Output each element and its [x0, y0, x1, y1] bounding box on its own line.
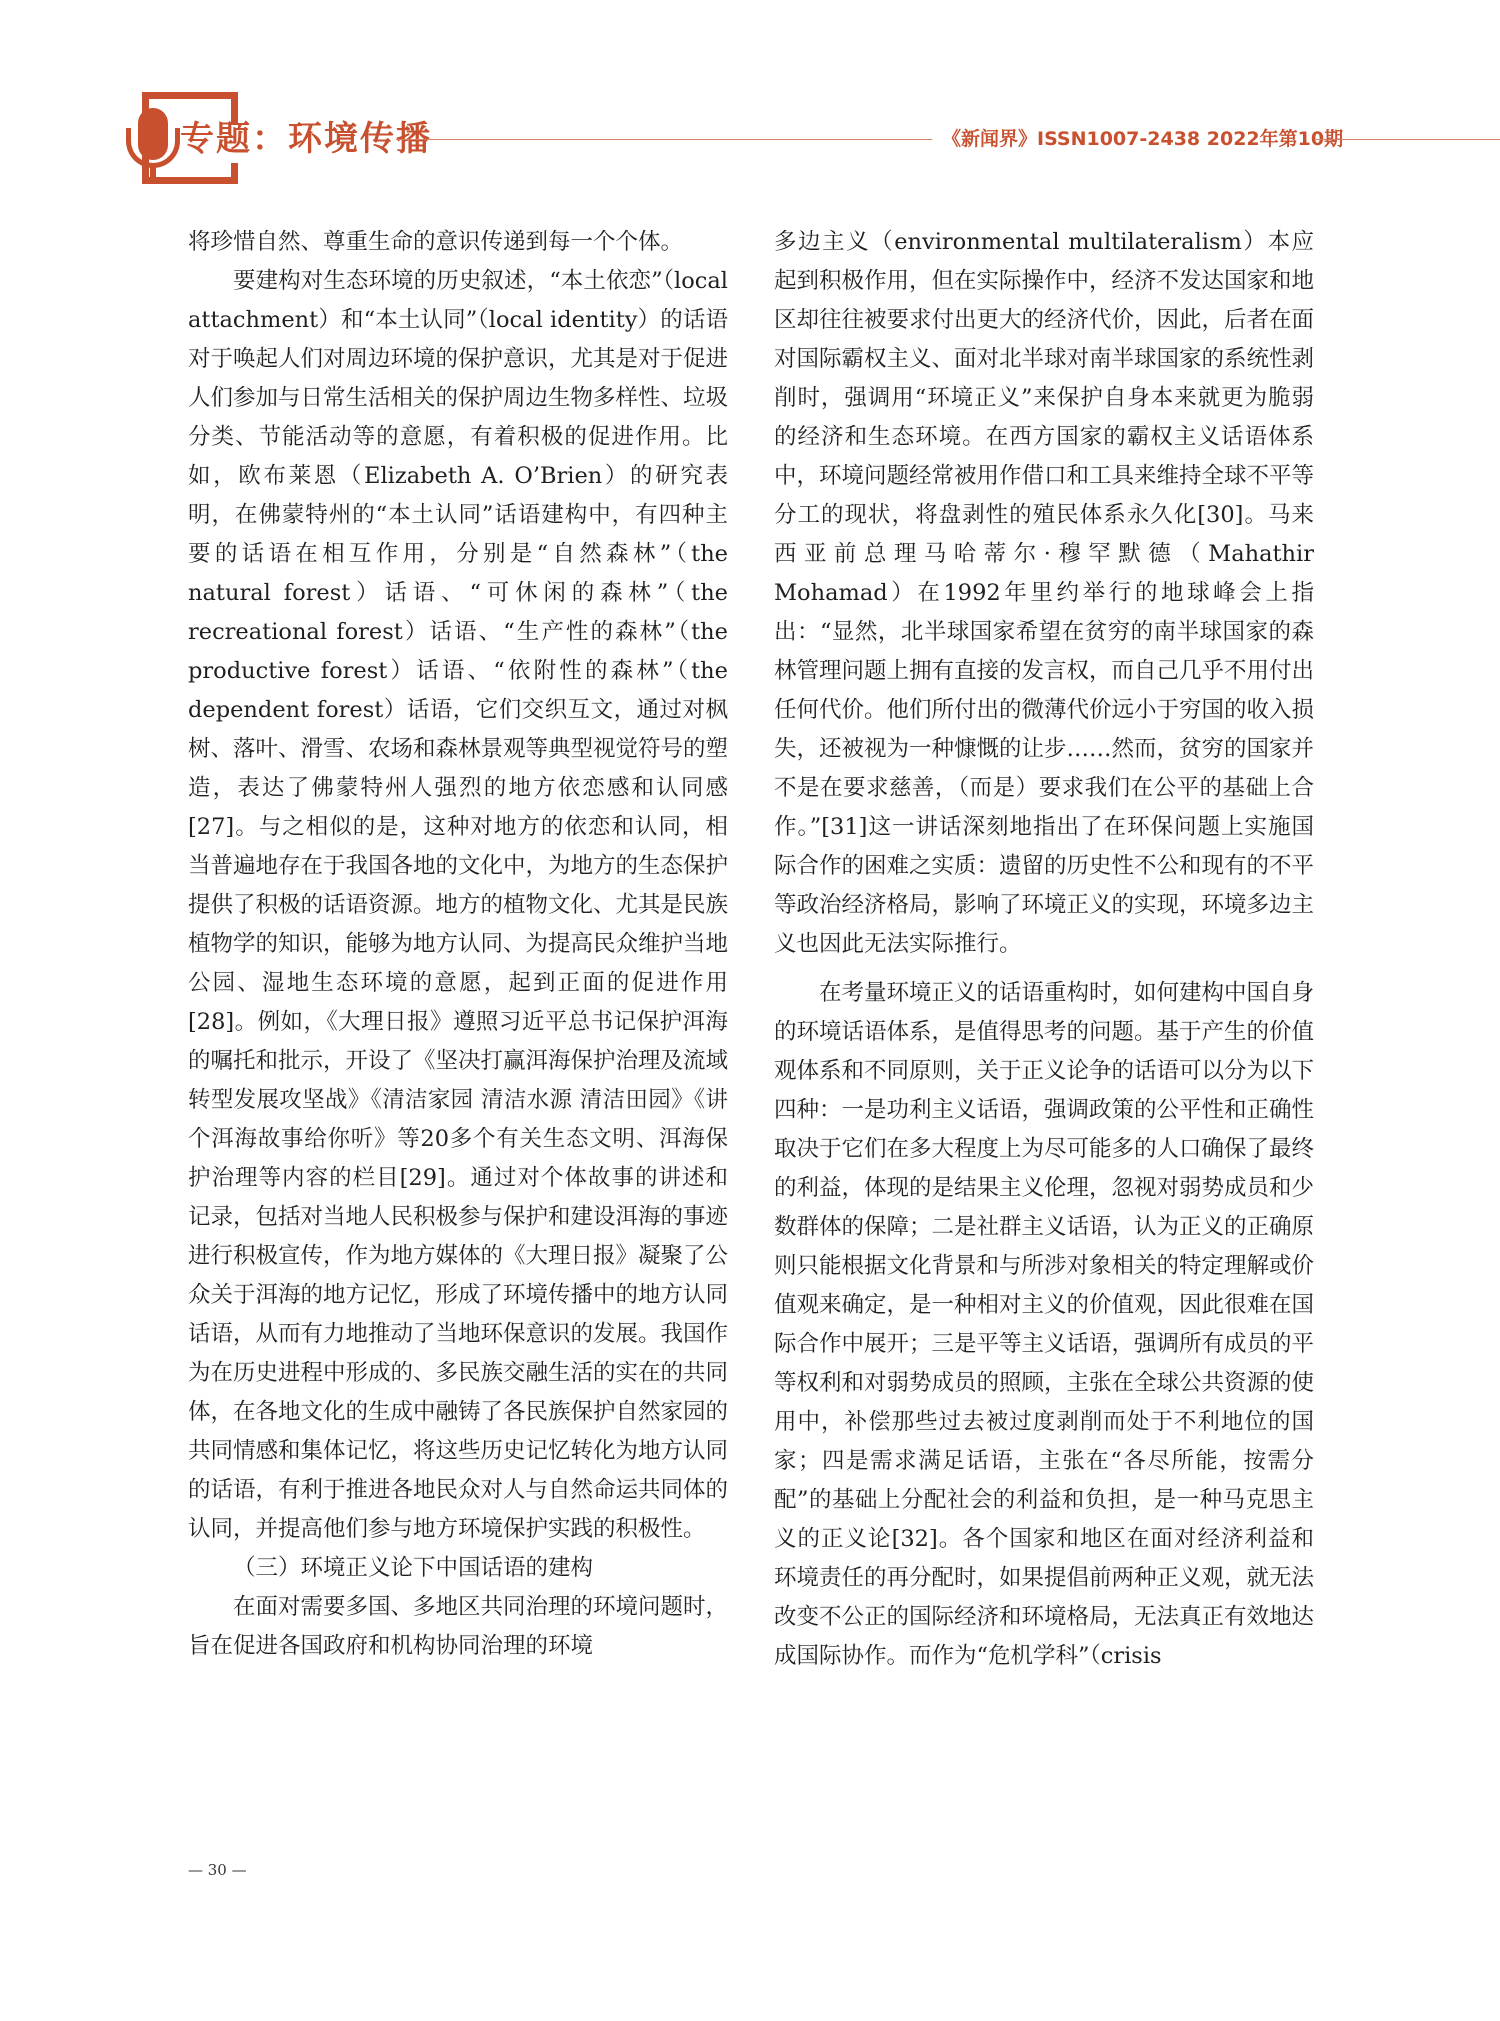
header-rule-right	[1316, 139, 1500, 140]
journal-info: 《新闻界》ISSN1007-2438 2022年第10期	[942, 128, 1344, 150]
microphone-icon-stem	[150, 166, 156, 180]
paragraph-local-identity: 要建构对生态环境的历史叙述，“本土依恋”（local attachment）和“本土认同”（local identity）的话语对于唤起人们对周边环境的保护意识，尤其是对于促进人们参加与日常生活相关的保护周边生物多样性、垃圾分类、节能活动等的意愿，有着积极的促进作用。比如，欧布莱恩（Elizabeth A. O’Brien）的研究表明，在佛蒙特州的“本土认同”话语建构中，有四种主要的话语在相互作用，分别是“自然森林”（the natural forest）话语、“可休闲的森林”（the recreational forest）话语、“生产性的森林”（the productive forest）话语、“依附性的森林”（the dependent forest）话语，它们交织互文，通过对枫树、落叶、滑雪、农场和森林景观等典型视觉符号的塑造，表达了佛蒙特州人强烈的地方依恋感和认同感[27]。与之相似的是，这种对地方的依恋和认同，相当普遍地存在于我国各地的文化中，为地方的生态保护提供了积极的话语资源。地方的植物文化、尤其是民族植物学的知识，能够为地方认同、为提高民众维护当地公园、湿地生态环境的意愿，起到正面的促进作用[28]。例如，《大理日报》遵照习近平总书记保护洱海的嘱托和批示，开设了《坚决打赢洱海保护治理及流域转型发展攻坚战》《清洁家园 清洁水源 清洁田园》《讲个洱海故事给你听》等20多个有关生态文明、洱海保护治理等内容的栏目[29]。通过对个体故事的讲述和记录，包括对当地人民积极参与保护和建设洱海的事迹进行积极宣传，作为地方媒体的《大理日报》凝聚了公众关于洱海的地方记忆，形成了环境传播中的地方认同话语，从而有力地推动了当地环保意识的发展。我国作为在历史进程中形成的、多民族交融生活的实在的共同体，在各地文化的生成中融铸了各民族保护自然家园的共同情感和集体记忆，将这些历史记忆转化为地方认同的话语，有利于推进各地民众对人与自然命运共同体的认同，并提高他们参与地方环境保护实践的积极性。	[188, 268, 729, 1542]
page-header	[0, 0, 1500, 200]
section-heading: （三）环境正义论下中国话语的建构	[233, 1555, 594, 1581]
paragraph-continuation: 将珍惜自然、尊重生命的意识传递到每一个个体。	[188, 229, 684, 255]
paragraph-justice-discourses: 在考量环境正义的话语重构时，如何建构中国自身的环境话语体系，是值得思考的问题。基于产生的价值观体系和不同原则，关于正义论争的话语可以分为以下四种：一是功利主义话语，强调政策的公平性和正确性取决于它们在多大程度上为尽可能多的人口确保了最终的利益，体现的是结果主义伦理，忽视对弱势成员和少数群体的保障；二是社群主义话语，认为正义的正确原则只能根据文化背景和与所涉对象相关的特定理解或价值观来确定，是一种相对主义的价值观，因此很难在国际合作中展开；三是平等主义话语，强调所有成员的平等权利和对弱势成员的照顾，主张在全球公共资源的使用中，补偿那些过去被过度剥削而处于不利地位的国家；四是需求满足话语，主张在“各尽所能，按需分配”的基础上分配社会的利益和负担，是一种马克思主义的正义论[32]。各个国家和地区在面对经济利益和环境责任的再分配时，如果提倡前两种正义观，就无法改变不公正的国际经济和环境格局，无法真正有效地达成国际协作。而作为“危机学科”（crisis	[774, 980, 1315, 1669]
paragraph-multilateralism: 多边主义（environmental multilateralism）本应起到积极作用，但在实际操作中，经济不发达国家和地区却往往被要求付出更大的经济代价，因此，后者在面对国际霸权主义、面对北半球对南半球国家的系统性剥削时，强调用“环境正义”来保护自身本来就更为脆弱的经济和生态环境。在西方国家的霸权主义话语体系中，环境问题经常被用作借口和工具来维持全球不平等分工的现状，将盘剥性的殖民体系永久化[30]。马来西亚前总理马哈蒂尔·穆罕默德（Mahathir Mohamad）在1992年里约举行的地球峰会上指出：“显然，北半球国家希望在贫穷的南半球国家的森林管理问题上拥有直接的发言权，而自己几乎不用付出任何代价。他们所付出的微薄代价远小于穷国的收入损失，还被视为一种慷慨的让步……然而，贫穷的国家并不是在要求慈善，（而是）要求我们在公平的基础上合作。”[31]这一讲话深刻地指出了在环保问题上实施国际合作的困难之实质：遗留的历史性不公和现有的不平等政治经济格局，影响了环境正义的实现，环境多边主义也因此无法实际推行。	[774, 229, 1315, 957]
header-rule-left	[396, 139, 932, 140]
microphone-icon-body	[138, 108, 168, 160]
left-column	[188, 223, 728, 1666]
right-column	[774, 223, 1314, 1676]
paragraph-environmental-justice-intro: 在面对需要多国、多地区共同治理的环境问题时，旨在促进各国政府和机构协同治理的环境	[188, 1594, 729, 1659]
section-title: 专题：环境传播	[180, 119, 432, 159]
page-number: — 30 —	[188, 1861, 247, 1879]
